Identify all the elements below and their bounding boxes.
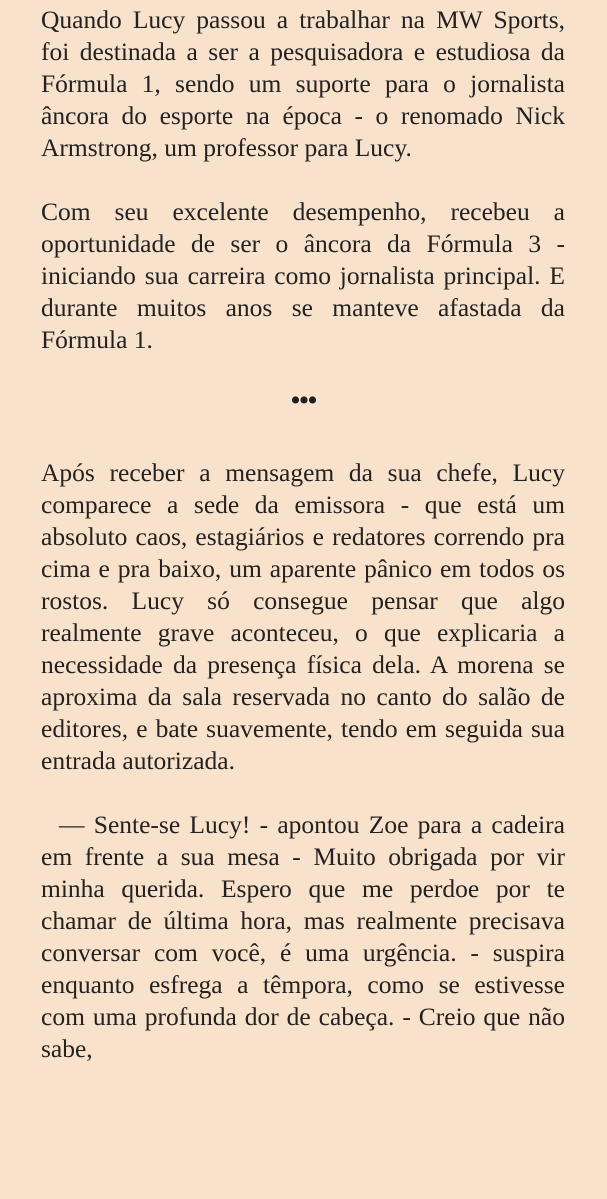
section-separator: •••	[290, 384, 316, 417]
paragraph-4: — Sente-se Lucy! - apontou Zoe para a cadeira em frente a sua mesa - Muito obrigada por vir minha querida. Espero que me perdoe por te chamar de última hora, mas realmente precisava conversar com você, é uma urgência. - suspira enquanto esfrega a têmpora, como se estivesse com uma profunda dor de cabeça. - Creio que não sabe,	[41, 810, 565, 1063]
paragraph-1: Quando Lucy passou a trabalhar na MW Sports, foi destinada a ser a pesquisadora e estudiosa da Fórmula 1, sendo um suporte para o jornalista âncora do esporte na época - o renomado Nick Armstrong, um professor para Lucy.	[41, 5, 565, 162]
paragraph-2: Com seu excelente desempenho, recebeu a oportunidade de ser o âncora da Fórmula 3 - iniciando sua carreira como jornalista principal. E durante muitos anos se manteve afastada da Fórmula 1.	[41, 197, 565, 354]
paragraph-3: Após receber a mensagem da sua chefe, Lucy comparece a sede da emissora - que está um absoluto caos, estagiários e redatores correndo pra cima e pra baixo, um aparente pânico em todos os rostos. Lucy só consegue pensar que algo realmente grave aconteceu, o que explicaria a necessidade da presença física dela. A morena se aproxima da sala reservada no canto do salão de editores, e bate suavemente, tendo em seguida sua entrada autorizada.	[41, 458, 565, 775]
